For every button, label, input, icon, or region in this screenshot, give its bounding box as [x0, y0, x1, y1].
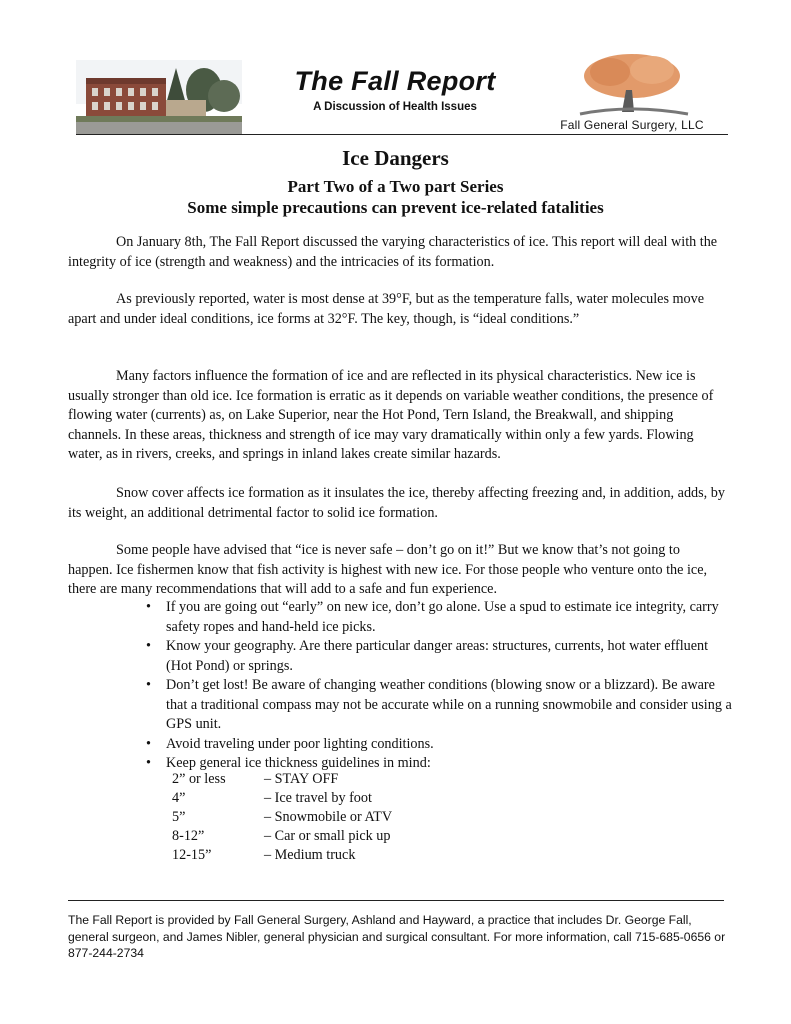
bullet-icon: • [146, 755, 151, 771]
masthead-subtitle: A Discussion of Health Issues [313, 101, 477, 113]
article-subtitle-series: Part Two of a Two part Series [287, 177, 504, 196]
table-row [172, 846, 392, 865]
paragraph: Some people have advised that “ice is never safe – don’t go on it!” But we know that’s not going to happen. Ice fishermen know that fish activity is highest with new ice. For those people who venture onto the ice, there are many recommendations that will add to a safe and fun experience. [68, 542, 708, 597]
paragraph: Snow cover affects ice formation as it insulates the ice, thereby affecting freezing and, in addition, adds, by its weight, an additional detrimental factor to solid ice formation. [68, 485, 725, 521]
clinic-building-photo [76, 60, 242, 135]
thickness-value: 2” or less [172, 771, 226, 787]
thickness-guideline: – Car or small pick up [264, 828, 391, 844]
paragraph: Many factors influence the formation of ice and are reflected in its physical characteristics. New ice is usually stronger than old ice. Ice formation is erratic as it depends on variable weather conditions, the presence of flowing water (currents) as, on Lake Superior, near the Hot Pond, Tern Island, the Breakwall, and shipping channels. In these areas, thickness and strength of ice may vary dramatically within only a few yards. Flowing water, as in rivers, creeks, and springs in inland lakes create similar hazards. [68, 368, 714, 462]
bullet-icon: • [146, 735, 151, 752]
masthead-title: The Fall Report [294, 66, 496, 96]
list-item: • Don’t get lost! Be aware of changing weather conditions (blowing snow or a blizzard). Be aware that a traditional compass may not be accurate while on a running snowmobile and consider using a GPS unit. [146, 677, 732, 732]
article-subtitle-tagline: Some simple precautions can prevent ice-related fatalities [187, 198, 604, 217]
footer-note: The Fall Report is provided by Fall General Surgery, Ashland and Hayward, a practice that includes Dr. George Fall, general surgeon, and James Nibler, general physician and surgical consultant. For more information, call 715-685-0656 or 877-244-2734 [68, 913, 726, 960]
thickness-value: 12-15” [172, 847, 212, 863]
article-title: Ice Dangers [342, 146, 449, 170]
list-item: • If you are going out “early” on new ice, don’t go alone. Use a spud to estimate ice integrity, carry safety ropes and hand-held ice picks. [146, 599, 719, 635]
thickness-guideline: – STAY OFF [264, 771, 339, 787]
ice-thickness-table [172, 770, 392, 865]
paragraph: As previously reported, water is most dense at 39°F, but as the temperature falls, water molecules move apart and under ideal conditions, ice forms at 32°F. The key, though, is “ideal conditions.” [68, 291, 705, 327]
bullet-icon: • [146, 599, 151, 615]
list-item: • Know your geography. Are there particular danger areas: structures, currents, hot water effluent (Hot Pond) or springs. [146, 638, 709, 674]
logo-company-name: Fall General Surgery, LLC [560, 118, 704, 132]
table-row [172, 827, 392, 846]
list-item: • Avoid traveling under poor lighting conditions. [166, 735, 732, 755]
footer-divider [68, 900, 724, 901]
bullet-icon: • [146, 677, 151, 693]
header-divider [76, 134, 728, 135]
safety-tips-list [146, 598, 732, 774]
table-row [172, 808, 392, 827]
thickness-value: 5” [172, 809, 186, 825]
thickness-guideline: – Ice travel by foot [264, 790, 372, 806]
table-row [172, 789, 392, 808]
table-row [172, 770, 392, 789]
thickness-guideline: – Medium truck [264, 847, 356, 863]
thickness-guideline: – Snowmobile or ATV [264, 809, 393, 825]
thickness-value: 8-12” [172, 828, 205, 844]
bullet-icon: • [146, 638, 151, 654]
list-item: • Keep general ice thickness guidelines in mind: [166, 754, 732, 774]
paragraph: On January 8th, The Fall Report discussed the varying characteristics of ice. This report will deal with the integrity of ice (strength and weakness) and the intricacies of its formation. [68, 234, 718, 270]
tree-logo-icon [560, 50, 700, 120]
thickness-value: 4” [172, 790, 186, 806]
